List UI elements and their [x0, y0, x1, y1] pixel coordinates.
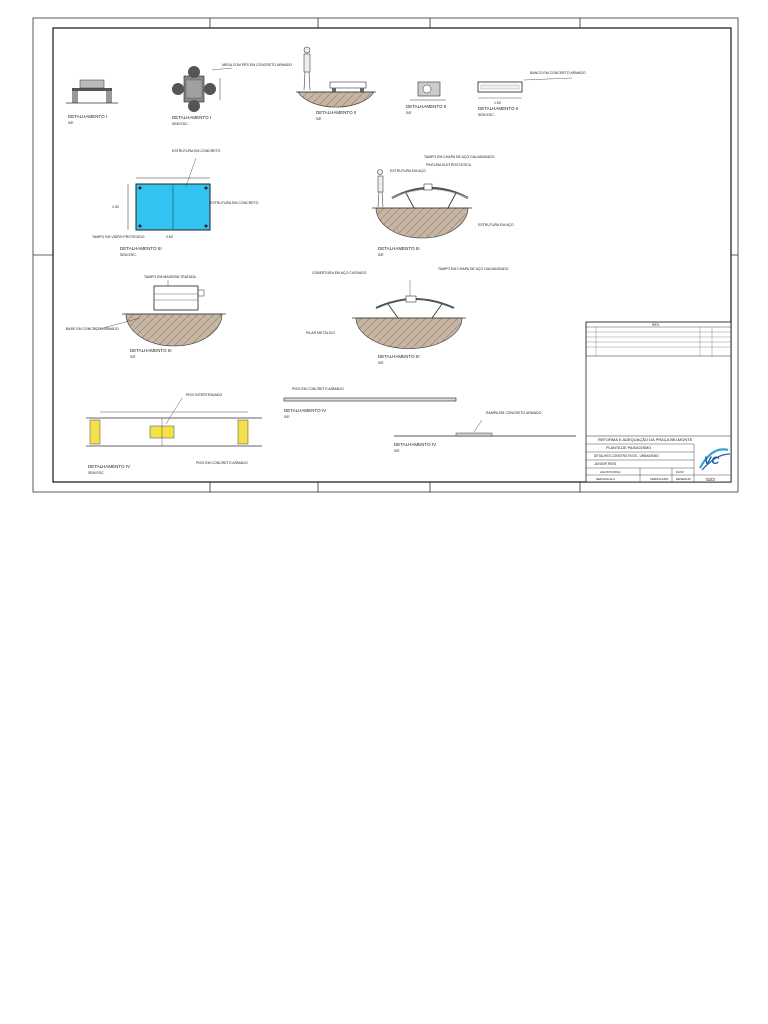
detail-note: BANCO EM CONCRETO ARMADO: [530, 71, 586, 75]
detail-glass-panel: [92, 149, 259, 257]
detail-note: PISO INTERTRAVADO: [186, 393, 223, 397]
detail-scale: SEM ESC.: [172, 122, 189, 126]
detail-table-elevation: [66, 80, 118, 125]
dimension-label: 1.00: [112, 205, 119, 209]
detail-title: DETALHAMENTO III: [120, 246, 162, 251]
detail-note: TAMPO EM MADEIRA TRATADA: [144, 275, 196, 279]
detail-title: DETALHAMENTO I: [68, 114, 108, 119]
detail-scale: S/E: [406, 111, 412, 115]
detail-bench-mound: [66, 275, 226, 359]
title-block: [586, 322, 731, 482]
detail-title: DETALHAMENTO IV: [394, 442, 437, 447]
detail-note: PINTURA ELETROSTÁTICA: [426, 163, 471, 167]
detail-ramp-section: [394, 411, 576, 453]
project-name: REFORMA E ADEQUAÇÃO DA PRAÇA BELMONTE: [598, 437, 693, 442]
detail-scale: S/E: [378, 253, 384, 257]
detail-canopy-mound: [306, 267, 509, 365]
detail-scale: S/E: [284, 415, 290, 419]
footer-scale: SEM ESCALA: [596, 477, 616, 481]
drawing-code: 02/3: [706, 477, 715, 482]
person-figure-icon: [378, 170, 384, 208]
detail-scale: S/E: [378, 361, 384, 365]
detail-scale: S/E: [394, 449, 400, 453]
detail-bench-plan: [478, 71, 586, 117]
detail-note: ESTRUTURA EM CONCRETO: [172, 149, 221, 153]
detail-title: DETALHAMENTO III: [378, 246, 420, 251]
detail-note: TAMPO EM CHAPA DE AÇO GALVANIZADO: [438, 267, 509, 271]
detail-title: DETALHAMENTO II: [316, 110, 357, 115]
detail-scale: S/E: [130, 355, 136, 359]
person-figure-icon: [304, 47, 310, 90]
detail-table-plan: [172, 62, 292, 126]
detail-note: ESTRUTURA EM AÇO: [478, 223, 514, 227]
detail-scale: S/E: [68, 121, 74, 125]
detail-scale: SEM ESC.: [120, 253, 137, 257]
detail-note: MESA COM PÉS EM CONCRETO ARMADO: [222, 63, 293, 67]
dimension-label: 0.60: [166, 235, 173, 239]
sheet-subtitle: DETALHES CONSTRUTIVOS - URBANISMO: [594, 454, 659, 458]
revisions-header: REV.: [652, 323, 660, 327]
detail-small-block: [406, 82, 446, 115]
date-label: AGOSTO/2019: [600, 470, 621, 474]
detail-bench-section: [296, 47, 376, 121]
detail-note: PISO EM CONCRETO ARMADO: [292, 387, 344, 391]
detail-note: BASE EM CONCRETO ARMADO: [66, 327, 119, 331]
detail-canopy-section: [372, 155, 514, 257]
detail-title: DETALHAMENTO IV: [284, 408, 327, 413]
detail-scale: SEM ESC.: [478, 113, 495, 117]
sheet-title: PLANTA DE PAISAGISMO: [606, 446, 652, 450]
sheet-number: 01/03: [676, 470, 684, 474]
footer-drawn: DESENHO: [676, 477, 691, 481]
logo-text: VC: [704, 455, 720, 467]
author-name: JUNIOR REIS: [594, 462, 617, 466]
detail-note: RAMPA EM CONCRETO ARMADO: [486, 411, 542, 415]
detail-note: ESTRUTURA EM AÇO: [390, 169, 426, 173]
dimension-label: 1.50: [494, 101, 501, 105]
detail-title: DETALHAMENTO II: [478, 106, 519, 111]
detail-paving-plan: [86, 393, 262, 475]
detail-title: DETALHAMENTO II: [406, 104, 447, 109]
detail-note: PILAR METÁLICO: [306, 331, 335, 335]
detail-title: DETALHAMENTO I: [172, 115, 212, 120]
detail-note: ESTRUTURA EM CONCRETO: [210, 201, 259, 205]
detail-title: DETALHAMENTO III: [378, 354, 420, 359]
footer-verified: VERIFICADO: [650, 477, 669, 481]
detail-slab-section: [284, 387, 456, 419]
detail-note: TAMPO EM VIDRO PROTEGIDO: [92, 235, 145, 239]
detail-scale: S/E: [316, 117, 322, 121]
detail-note: COBERTURA EM AÇO CURVADO: [312, 271, 367, 275]
detail-note: TAMPO EM CHAPA DE AÇO GALVANIZADO: [424, 155, 495, 159]
detail-note: PISO EM CONCRETO ARMADO: [196, 461, 248, 465]
detail-title: DETALHAMENTO IV: [88, 464, 131, 469]
detail-scale: SEM ESC.: [88, 471, 105, 475]
detail-title: DETALHAMENTO III: [130, 348, 172, 353]
